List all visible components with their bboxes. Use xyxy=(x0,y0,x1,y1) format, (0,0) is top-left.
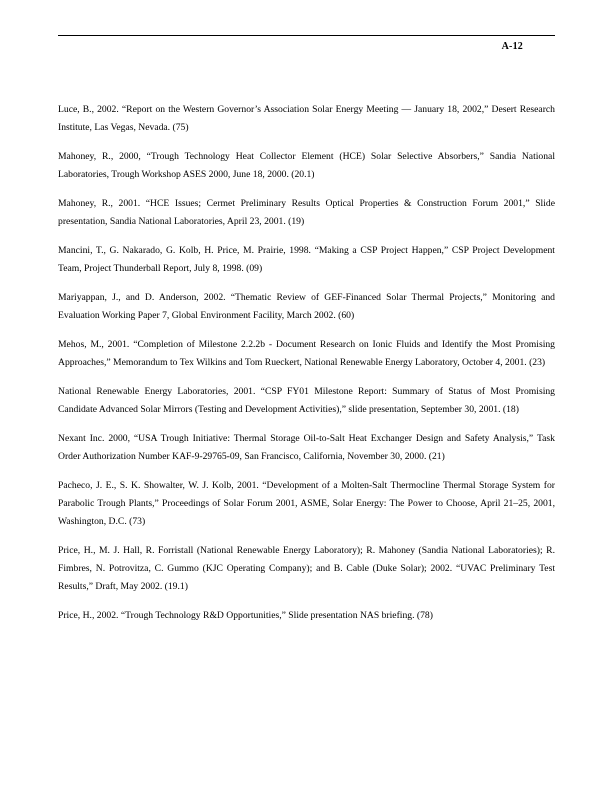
reference-entry: Price, H., M. J. Hall, R. Forristall (National Renewable Energy Laboratory); R. Mahoney (Sandia National Laboratories); R. Fimbres, N. Potrovitza, C. Gummo (KJC Operating Company); and B. Cable (Duke Solar); 2002. “UVAC Preliminary Test Results,” Draft, May 2002. (19.1) xyxy=(58,545,555,592)
reference-entry: Price, H., 2002. “Trough Technology R&D Opportunities,” Slide presentation NAS briefing. (78) xyxy=(58,610,433,621)
reference-entry: Mariyappan, J., and D. Anderson, 2002. “Thematic Review of GEF-Financed Solar Thermal Projects,” Monitoring and Evaluation Working Paper 7, Global Environment Facility, March 2002. (60) xyxy=(58,292,555,321)
page-number: A-12 xyxy=(501,41,523,52)
reference-entry: Pacheco, J. E., S. K. Showalter, W. J. Kolb, 2001. “Development of a Molten-Salt Thermocline Thermal Storage System for Parabolic Trough Plants,” Proceedings of Solar Forum 2001, ASME, Solar Energy: The Power to Choose, April 21–25, 2001, Washington, D.C. (73) xyxy=(58,480,555,527)
header-rule xyxy=(58,35,555,36)
reference-entry: Mahoney, R., 2000, “Trough Technology Heat Collector Element (HCE) Solar Selective Absorbers,” Sandia National Laboratories, Trough Workshop ASES 2000, June 18, 2000. (20.1) xyxy=(58,151,555,180)
reference-list xyxy=(58,101,555,625)
reference-entry: Mehos, M., 2001. “Completion of Milestone 2.2.2b - Document Research on Ionic Fluids and Identify the Most Promising Approaches,” Memorandum to Tex Wilkins and Tom Rueckert, National Renewable Energy Laboratory, October 4, 2001. (23) xyxy=(58,339,555,368)
reference-entry: Nexant Inc. 2000, “USA Trough Initiative: Thermal Storage Oil-to-Salt Heat Exchanger Design and Safety Analysis,” Task Order Authorization Number KAF-9-29765-09, San Francisco, California, November 30, 2000. (21) xyxy=(58,433,555,462)
reference-entry: Mahoney, R., 2001. “HCE Issues; Cermet Preliminary Results Optical Properties & Construction Forum 2001,” Slide presentation, Sandia National Laboratories, April 23, 2001. (19) xyxy=(58,198,555,227)
reference-entry: Luce, B., 2002. “Report on the Western Governor’s Association Solar Energy Meeting — January 18, 2002,” Desert Research Institute, Las Vegas, Nevada. (75) xyxy=(58,104,555,133)
reference-entry: Mancini, T., G. Nakarado, G. Kolb, H. Price, M. Prairie, 1998. “Making a CSP Project Happen,” CSP Project Development Team, Project Thunderball Report, July 8, 1998. (09) xyxy=(58,245,555,274)
reference-entry: National Renewable Energy Laboratories, 2001. “CSP FY01 Milestone Report: Summary of Status of Most Promising Candidate Advanced Solar Mirrors (Testing and Development Activities),” slide presentation, September 30, 2001. (18) xyxy=(58,386,555,415)
